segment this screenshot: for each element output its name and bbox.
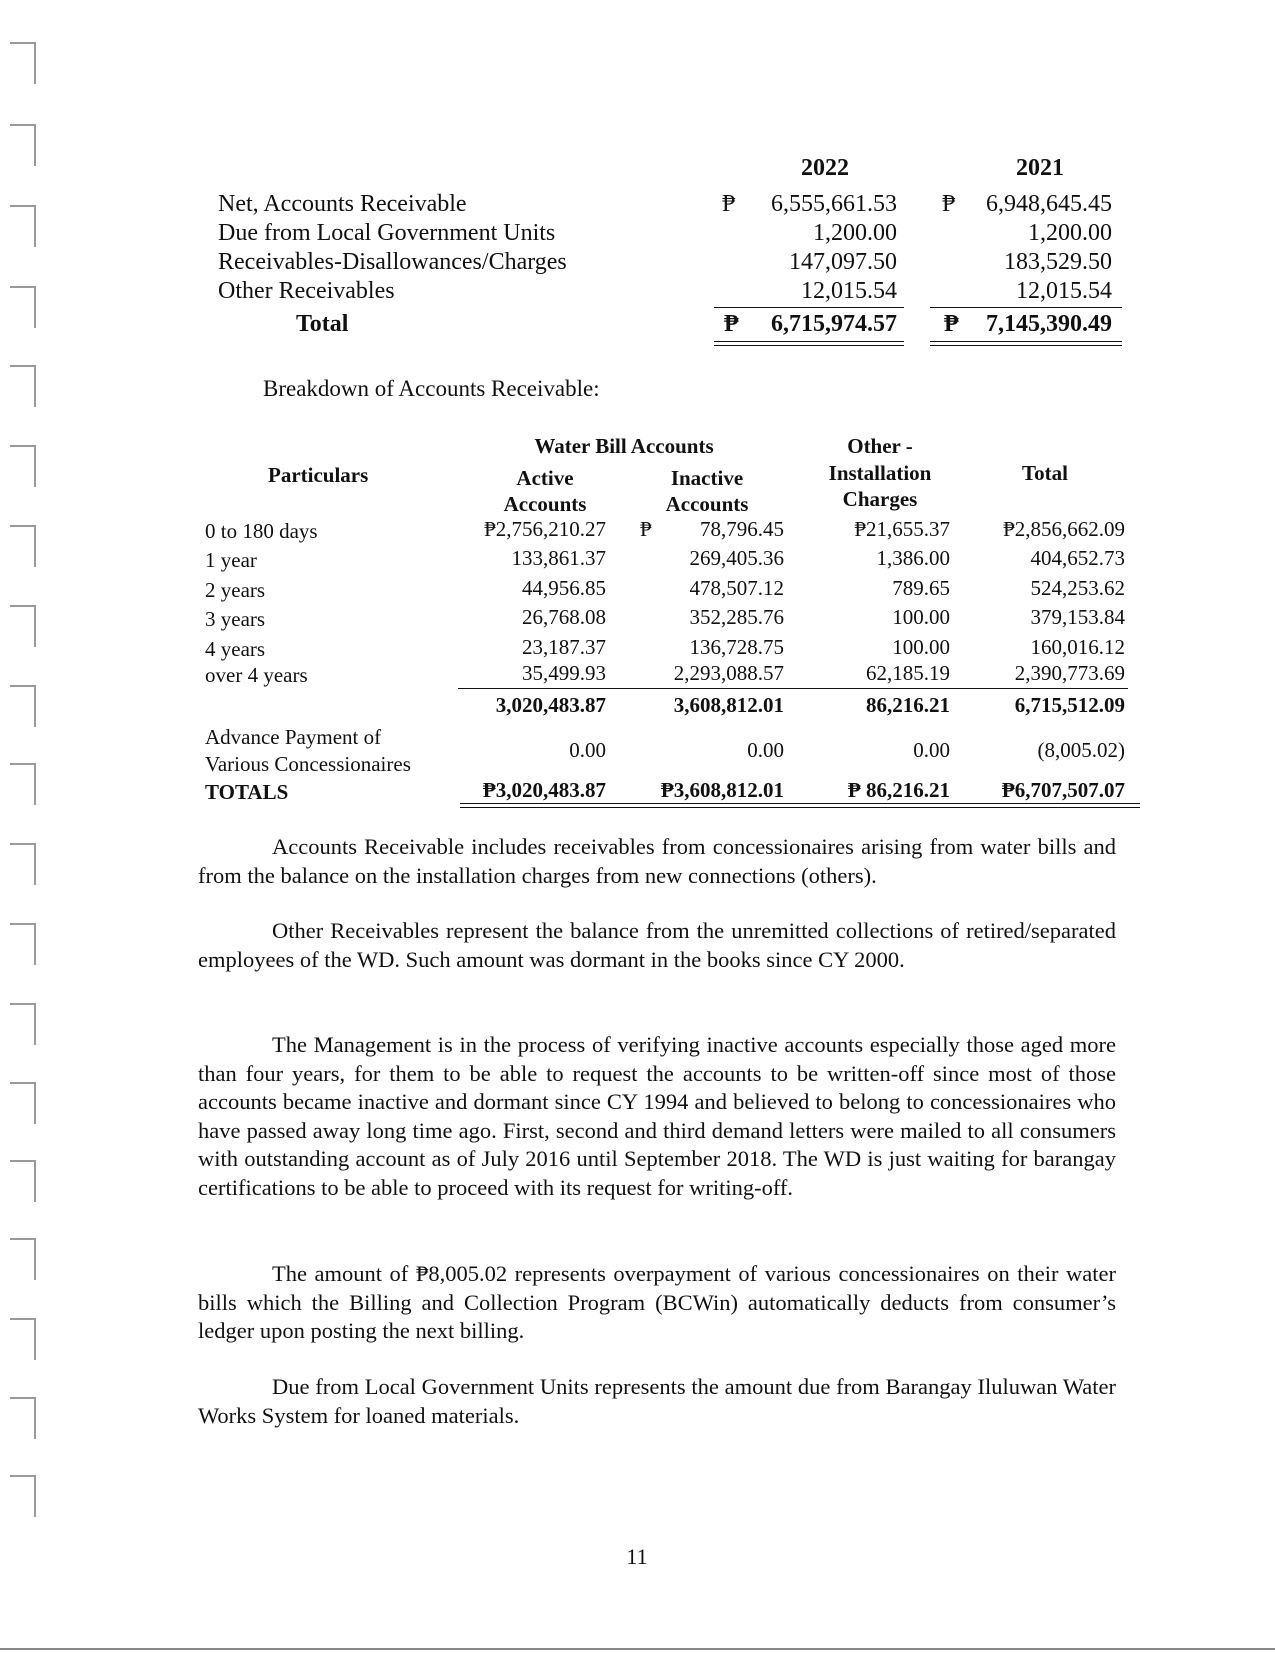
totals-active: ₱3,020,483.87 (482, 778, 606, 802)
binder-mark (10, 1003, 36, 1045)
header-particulars: Particulars (268, 463, 369, 487)
paragraph-other-receivables: Other Receivables represent the balance from the unremitted collections of retired/separated employees of the WD. Such amount was dormant in the books since CY 2000. (198, 918, 1116, 972)
page-bottom-rule (0, 1648, 1275, 1650)
peso-sign: ₱ (944, 311, 959, 337)
subtotal-rule (458, 688, 1128, 689)
header-other-line3: Charges (842, 487, 918, 511)
header-active-line2: Accounts (503, 492, 587, 516)
cell-active: 23,187.37 (522, 635, 606, 659)
row-label: 1 year (205, 548, 257, 572)
header-total: Total (1022, 461, 1068, 485)
year-2022-header: 2022 (801, 155, 849, 181)
summary-value-2021: 1,200.00 (1028, 220, 1112, 246)
summary-value-2021: 183,529.50 (1004, 249, 1112, 275)
header-active-line1: Active (516, 466, 574, 490)
total-double-rule (714, 341, 904, 342)
header-other-line2: Installation (828, 461, 932, 485)
advance-total: (8,005.02) (1037, 738, 1125, 762)
totals-inactive: ₱3,608,812.01 (660, 778, 784, 802)
summary-total-label: Total (296, 311, 349, 337)
row-label: over 4 years (205, 663, 308, 687)
totals-double-rule (460, 803, 1140, 804)
cell-inactive: 2,293,088.57 (673, 661, 784, 685)
header-inactive-line1: Inactive (670, 466, 744, 490)
advance-label-line2: Various Concessionaires (205, 752, 411, 776)
binder-mark (10, 42, 36, 84)
subtotal-other: 86,216.21 (866, 693, 950, 717)
cell-inactive: 352,285.76 (689, 605, 784, 629)
cell-other: 789.65 (892, 576, 950, 600)
page-number: 11 (626, 1544, 648, 1569)
binder-mark (10, 1160, 36, 1202)
advance-other: 0.00 (913, 738, 950, 762)
binder-mark (10, 763, 36, 805)
summary-value-2021: 12,015.54 (1016, 278, 1112, 304)
binder-mark (10, 525, 36, 567)
binder-mark (10, 365, 36, 407)
year-2021-header: 2021 (1016, 155, 1064, 181)
cell-inactive: 478,507.12 (689, 576, 784, 600)
total-double-rule (714, 345, 904, 346)
row-label: 2 years (205, 578, 266, 602)
binder-mark (10, 445, 36, 487)
cell-active: 133,861.37 (511, 546, 606, 570)
binder-mark (10, 1475, 36, 1517)
cell-active: 26,768.08 (522, 605, 606, 629)
subtotal-rule (930, 307, 1122, 308)
summary-value-2022: 147,097.50 (789, 249, 897, 275)
row-label: 4 years (205, 637, 266, 661)
totals-total: ₱6,707,507.07 (1001, 778, 1125, 802)
summary-row-label: Due from Local Government Units (218, 220, 556, 246)
binder-mark (10, 1397, 36, 1439)
cell-total: 404,652.73 (1030, 546, 1125, 570)
row-label: 0 to 180 days (205, 519, 318, 543)
summary-value-2022: 6,555,661.53 (771, 191, 897, 217)
paragraph-due-from-lgu: Due from Local Government Units represents the amount due from Barangay Iluluwan Water Works System for loaned materials. (198, 1374, 1116, 1428)
header-inactive-line2: Accounts (665, 492, 749, 516)
paragraph-inactive-accounts: The Management is in the process of verifying inactive accounts especially those aged more than four years, for them to be able to request the accounts to be written-off since most of those accounts became inactive and dormant since CY 1994 and believed to belong to concessionaires who have passed away long time ago. First, second and third demand letters were mailed to all consumers with outstanding account as of July 2016 until September 2018. The WD is just waiting for barangay certifications to be able to proceed with its request for writing-off. (198, 1032, 1116, 1200)
cell-other: 100.00 (892, 635, 950, 659)
breakdown-title: Breakdown of Accounts Receivable: (263, 376, 600, 401)
binder-mark (10, 923, 36, 965)
cell-other: 1,386.00 (876, 546, 950, 570)
cell-total: 524,253.62 (1030, 576, 1125, 600)
binder-mark (10, 1318, 36, 1360)
totals-double-rule (460, 807, 1140, 808)
peso-sign: ₱ (942, 191, 956, 217)
cell-active: ₱2,756,210.27 (484, 517, 606, 541)
binder-mark (10, 124, 36, 166)
header-other-line1: Other - (847, 434, 913, 458)
cell-other: ₱21,655.37 (854, 517, 950, 541)
cell-total: 160,016.12 (1030, 635, 1125, 659)
cell-inactive: 136,728.75 (689, 635, 784, 659)
binder-edge-marks (0, 0, 60, 1656)
summary-row-label: Other Receivables (218, 278, 395, 304)
peso-sign: ₱ (724, 311, 739, 337)
totals-other: ₱ 86,216.21 (847, 778, 950, 802)
cell-active: 35,499.93 (522, 661, 606, 685)
summary-value-2022: 12,015.54 (801, 278, 897, 304)
subtotal-inactive: 3,608,812.01 (673, 693, 784, 717)
row-label: 3 years (205, 607, 266, 631)
cell-other: 100.00 (892, 605, 950, 629)
summary-row-label: Net, Accounts Receivable (218, 191, 467, 217)
subtotal-active: 3,020,483.87 (495, 693, 606, 717)
advance-active: 0.00 (569, 738, 606, 762)
summary-value-2021: 6,948,645.45 (986, 191, 1112, 217)
cell-other: 62,185.19 (866, 661, 950, 685)
paragraph-accounts-receivable: Accounts Receivable includes receivables from concessionaires arising from water bills and from the balance on the installation charges from new connections (others). (198, 834, 1116, 888)
advance-inactive: 0.00 (747, 738, 784, 762)
cell-active: 44,956.85 (522, 576, 606, 600)
binder-mark (10, 843, 36, 885)
binder-mark (10, 1082, 36, 1124)
cell-total: 2,390,773.69 (1014, 661, 1125, 685)
total-double-rule (930, 341, 1122, 342)
totals-label: TOTALS (205, 780, 289, 804)
total-double-rule (930, 345, 1122, 346)
cell-inactive: 78,796.45 (700, 517, 784, 541)
summary-row-label: Receivables-Disallowances/Charges (218, 249, 567, 275)
binder-mark (10, 205, 36, 247)
binder-mark (10, 286, 36, 328)
peso-sign: ₱ (722, 191, 736, 217)
cell-inactive: 269,405.36 (689, 546, 784, 570)
header-water-bill-accounts: Water Bill Accounts (534, 434, 714, 458)
subtotal-total: 6,715,512.09 (1014, 693, 1125, 717)
summary-total-2021: 7,145,390.49 (986, 311, 1112, 337)
subtotal-rule (714, 307, 904, 308)
cell-total: ₱2,856,662.09 (1003, 517, 1125, 541)
binder-mark (10, 685, 36, 727)
paragraph-overpayment: The amount of ₱8,005.02 represents overpayment of various concessionaires on their water bills which the Billing and Collection Program (BCWin) automatically deducts from consumer’s ledger upon posting the next billing. (198, 1261, 1116, 1343)
cell-total: 379,153.84 (1030, 605, 1125, 629)
advance-label-line1: Advance Payment of (205, 725, 382, 749)
peso-sign: ₱ (640, 517, 652, 541)
summary-value-2022: 1,200.00 (813, 220, 897, 246)
summary-total-2022: 6,715,974.57 (771, 311, 897, 337)
binder-mark (10, 605, 36, 647)
binder-mark (10, 1238, 36, 1280)
